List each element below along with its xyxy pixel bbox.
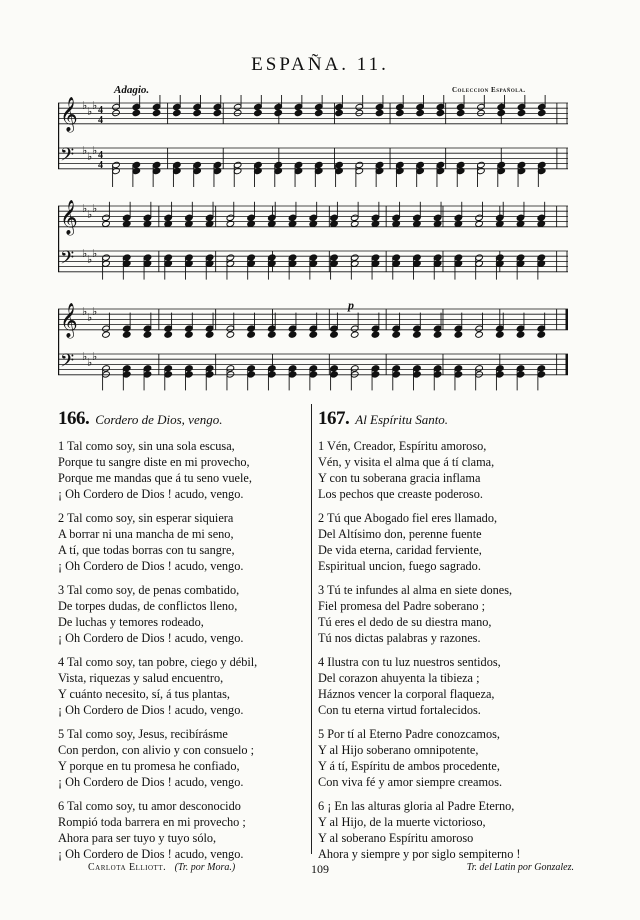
hymn-166	[58, 408, 308, 873]
verse-line: Vén, y visita el alma que á tí clama,	[318, 455, 495, 469]
verse-4	[318, 654, 580, 718]
flat-icon: ♭	[87, 209, 93, 221]
verse-line: 5 Tal como soy, Jesus, recibírásme	[58, 727, 228, 741]
verse-line: Y porque en tu promesa he confiado,	[58, 759, 240, 773]
flat-icon: ♭	[87, 106, 93, 118]
bass-clef-icon: 𝄢	[60, 248, 75, 273]
verse-1	[58, 438, 308, 502]
note-head	[213, 109, 222, 116]
treble-clef-icon: 𝄞	[60, 200, 78, 235]
hymn-number: 167.	[318, 408, 350, 429]
page-number: 109	[311, 862, 329, 876]
tempo-marking: Adagio.	[114, 84, 150, 96]
verse-line: ¡ Oh Cordero de Dios ! acudo, vengo.	[58, 847, 244, 861]
flat-icon: ♭	[87, 151, 93, 163]
verse-line: ¡ Oh Cordero de Dios ! acudo, vengo.	[58, 631, 244, 645]
hymn-title: Al Espíritu Santo.	[355, 412, 449, 427]
note-head	[517, 109, 526, 116]
note-head	[102, 331, 111, 338]
verse-line: 4 Tal como soy, tan pobre, ciego y débil,	[58, 655, 258, 669]
flat-icon: ♭	[92, 145, 98, 157]
verse-line: A tí, que todas borras con tu sangre,	[58, 543, 235, 557]
flat-icon: ♭	[87, 312, 93, 324]
verse-1	[318, 438, 580, 502]
verse-line: De vida eterna, caridad ferviente,	[318, 543, 482, 557]
flat-icon: ♭	[92, 248, 98, 260]
note-head	[288, 331, 297, 338]
music-score	[58, 95, 568, 397]
flat-icon: ♭	[92, 203, 98, 215]
collection-label: Coleccion Española.	[452, 86, 526, 94]
note-head	[309, 331, 318, 338]
note-head	[173, 109, 182, 116]
verse-line: 3 Tal como soy, de penas combatido,	[58, 583, 240, 597]
verse-line: De luchas y temores rodeado,	[58, 615, 204, 629]
verse-line: Porque tu sangre diste en mi provecho,	[58, 455, 250, 469]
bass-clef-icon: 𝄢	[60, 145, 75, 170]
note-head	[330, 331, 339, 338]
verse-line: Y á tí, Espíritu de ambos procedente,	[318, 759, 500, 773]
verse-line: De torpes dudas, de conflictos lleno,	[58, 599, 238, 613]
note-head	[274, 109, 283, 116]
verse-line: 1 Vén, Creador, Espíritu amoroso,	[318, 439, 487, 453]
note-head	[416, 109, 425, 116]
time-signature: 4	[98, 150, 103, 161]
note-head	[122, 331, 131, 338]
verse-line: Y cuánto necesito, sí, á tus plantas,	[58, 687, 231, 701]
note-head	[537, 109, 546, 116]
hymn-header	[318, 408, 580, 430]
verse-line: Del Altísimo don, perenne fuente	[318, 527, 482, 541]
hymn-title: Cordero de Dios, vengo.	[95, 412, 223, 427]
verse-3	[318, 582, 580, 646]
verse-2	[318, 510, 580, 574]
verse-line: Con viva fé y amor siempre creamos.	[318, 775, 503, 789]
note-head	[433, 331, 442, 338]
verse-line: ¡ Oh Cordero de Dios ! acudo, vengo.	[58, 487, 244, 501]
note-head	[314, 109, 323, 116]
note-head	[247, 331, 256, 338]
time-signature: 4	[98, 105, 103, 116]
note-head	[413, 331, 422, 338]
flat-icon: ♭	[92, 306, 98, 318]
flat-icon: ♭	[92, 100, 98, 112]
verse-6	[318, 798, 580, 862]
note-head	[516, 331, 525, 338]
note-head	[335, 109, 344, 116]
verse-line: Háznos vencer la corporal flaqueza,	[318, 687, 495, 701]
verse-line: A borrar ni una mancha de mi seno,	[58, 527, 234, 541]
verse-line: Con tu eterna virtud fortalecidos.	[318, 703, 481, 717]
note-head	[164, 331, 173, 338]
note-head	[254, 109, 263, 116]
verse-line: 6 Tal como soy, tu amor desconocido	[58, 799, 241, 813]
flat-icon: ♭	[82, 248, 88, 260]
verse-line: Ahora para ser tuyo y tuyo sólo,	[58, 831, 217, 845]
note-head	[496, 331, 505, 338]
note-head	[152, 109, 161, 116]
note-head	[375, 109, 384, 116]
flat-icon: ♭	[82, 203, 88, 215]
verse-line: 2 Tal como soy, sin esperar siquiera	[58, 511, 234, 525]
verse-line: ¡ Oh Cordero de Dios ! acudo, vengo.	[58, 775, 244, 789]
verse-4	[58, 654, 308, 718]
treble-clef-icon: 𝄞	[60, 303, 78, 338]
time-signature: 4	[98, 160, 103, 171]
verse-line: Ahora y siempre y por siglo sempiterno !	[318, 847, 521, 861]
hymn-number: 166.	[58, 408, 90, 429]
note-head	[454, 331, 463, 338]
page-header: ESPAÑA. 11.	[251, 54, 389, 75]
verse-line: Y con tu soberana gracia inflama	[318, 471, 481, 485]
note-head	[456, 109, 465, 116]
time-signature: 4	[98, 115, 103, 126]
note-head	[294, 109, 303, 116]
verse-line: 4 Ilustra con tu luz nuestros sentidos,	[318, 655, 501, 669]
flat-icon: ♭	[92, 351, 98, 363]
verse-3	[58, 582, 308, 646]
verse-line: Los pechos que creaste poderoso.	[318, 487, 483, 501]
verse-line: Y al Hijo, de la muerte victorioso,	[318, 815, 486, 829]
verse-line: Del corazon ahuyenta la tibieza ;	[318, 671, 480, 685]
note-head	[392, 331, 401, 338]
flat-icon: ♭	[87, 357, 93, 369]
verse-5	[58, 726, 308, 790]
verse-line: Fiel promesa del Padre soberano ;	[318, 599, 485, 613]
flat-icon: ♭	[87, 254, 93, 266]
verse-5	[318, 726, 580, 790]
note-head	[371, 331, 380, 338]
note-head	[205, 331, 214, 338]
verse-line: Espiritual uncion, fuego sagrado.	[318, 559, 481, 573]
verse-line: Con perdon, con alivio y con consuelo ;	[58, 743, 255, 757]
bass-clef-icon: 𝄢	[60, 351, 75, 376]
verse-line: Rompió toda barrera en mi provecho ;	[58, 815, 246, 829]
author-name: Carlota Elliott.	[88, 862, 167, 873]
verse-line: 1 Tal como soy, sin una sola escusa,	[58, 439, 235, 453]
verse-line: Y al Hijo soberano omnipotente,	[318, 743, 479, 757]
flat-icon: ♭	[82, 351, 88, 363]
hymn-header	[58, 408, 308, 430]
note-head	[143, 331, 152, 338]
note-head	[396, 109, 405, 116]
verse-line: 2 Tú que Abogado fiel eres llamado,	[318, 511, 498, 525]
verse-line: ¡ Oh Cordero de Dios ! acudo, vengo.	[58, 703, 244, 717]
verse-line: Y al soberano Espíritu amoroso	[318, 831, 474, 845]
dynamic-marking: p	[348, 298, 354, 312]
verse-line: Tú eres el dedo de su diestra mano,	[318, 615, 492, 629]
treble-clef-icon: 𝄞	[60, 97, 78, 132]
note-head	[226, 331, 235, 338]
verse-line: Vista, riquezas y salud encuentro,	[58, 671, 224, 685]
note-head	[268, 331, 277, 338]
hymn-167	[318, 408, 580, 873]
note-head	[350, 331, 359, 338]
verse-line: 3 Tú te infundes al alma en siete dones,	[318, 583, 513, 597]
flat-icon: ♭	[82, 306, 88, 318]
verse-line: Tú nos dictas palabras y razones.	[318, 631, 481, 645]
note-head	[475, 331, 484, 338]
verse-line: 6 ¡ En las alturas gloria al Padre Eterno,	[318, 799, 515, 813]
verse-2	[58, 510, 308, 574]
flat-icon: ♭	[82, 100, 88, 112]
note-head	[132, 109, 141, 116]
note-head	[185, 331, 194, 338]
verse-line: 5 Por tí al Eterno Padre conozcamos,	[318, 727, 501, 741]
translator-credit: (Tr. por Mora.)	[174, 862, 236, 873]
verse-6	[58, 798, 308, 862]
hymn-credit: Tr. del Latin por Gonzalez.	[466, 862, 574, 873]
column-divider	[311, 404, 312, 854]
note-head	[193, 109, 202, 116]
verse-line: Porque me mandas que á tu seno vuele,	[58, 471, 252, 485]
note-head	[436, 109, 445, 116]
verse-line: ¡ Oh Cordero de Dios ! acudo, vengo.	[58, 559, 244, 573]
note-head	[537, 331, 546, 338]
flat-icon: ♭	[82, 145, 88, 157]
